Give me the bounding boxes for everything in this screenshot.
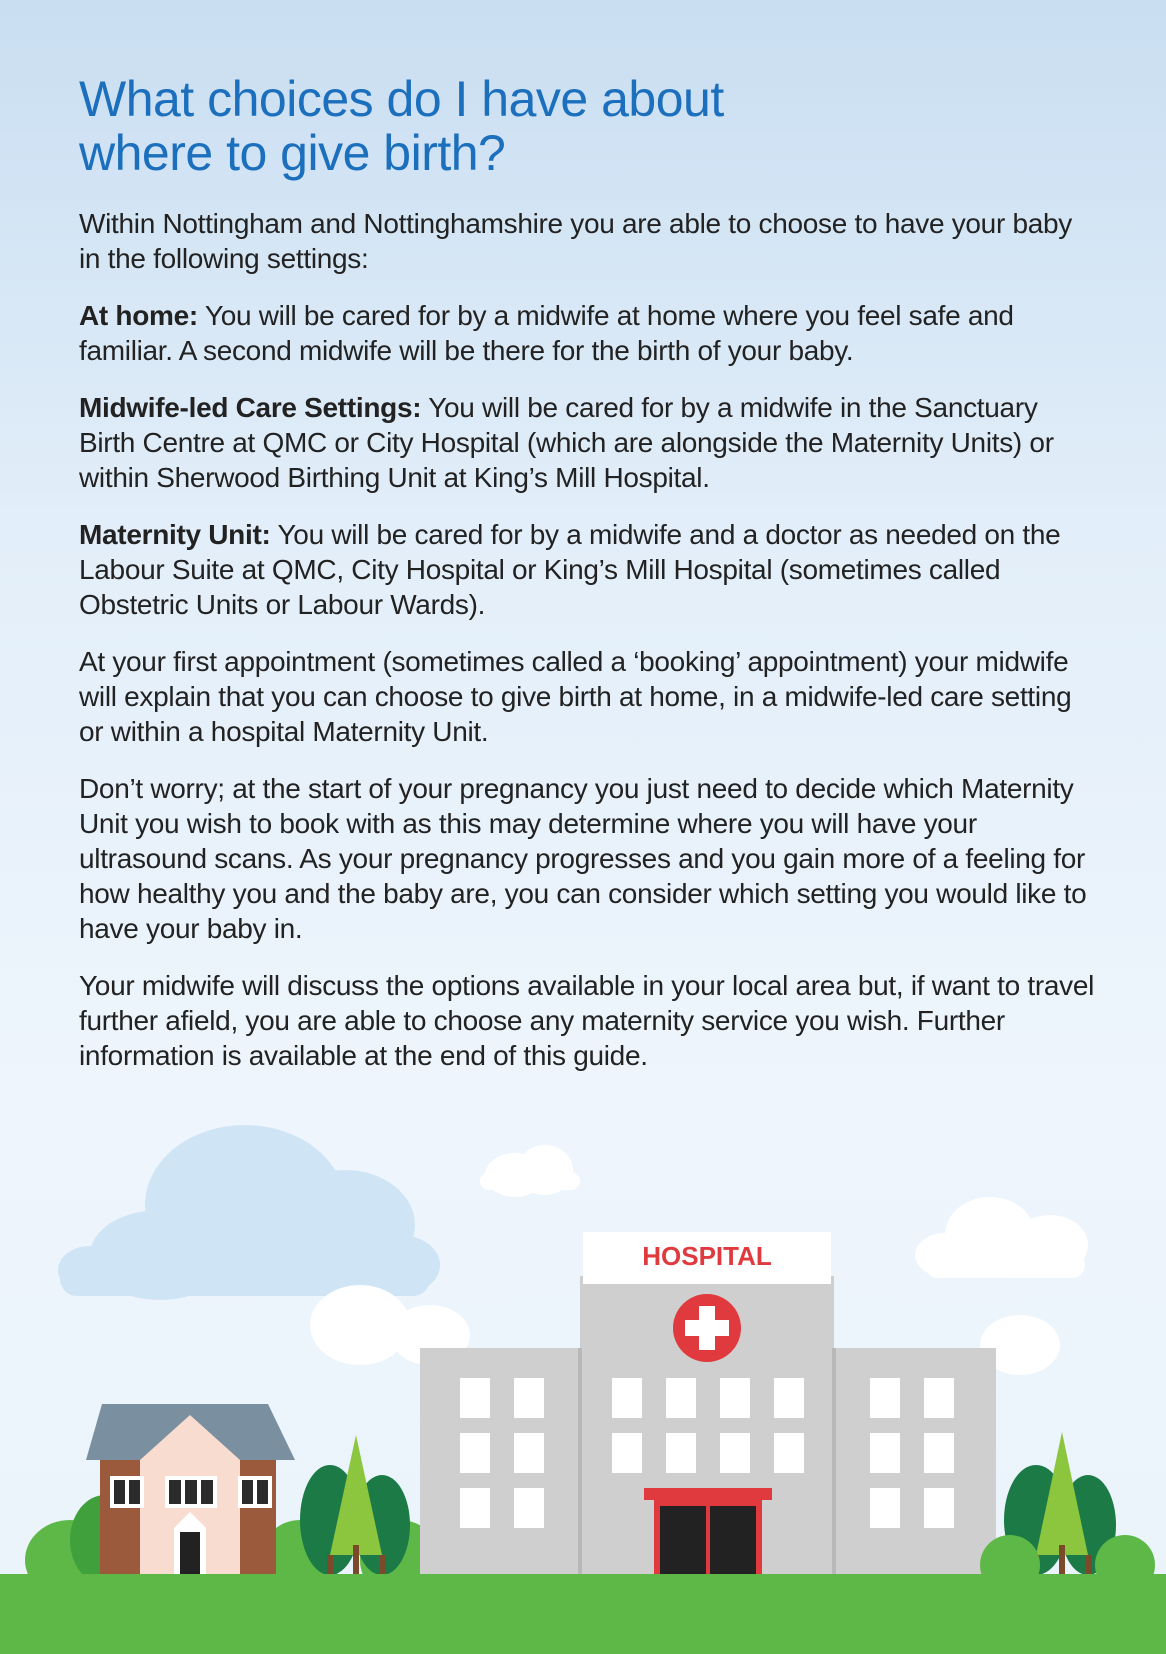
setting-home-text: You will be cared for by a midwife at home where you feel safe and familiar. A second midwife will be there for the birth of your baby. (79, 300, 1014, 366)
cloud-small-top (480, 1145, 580, 1197)
paragraph-dont-worry: Don’t worry; at the start of your pregnancy you just need to decide which Maternity Unit you wish to book with as this may determine where you will have your ultrasound scans. As your pregnancy progresses and you gain more of a feeling for how healthy you and the baby are, you can consider which setting you would like to have your baby in. (79, 773, 1087, 944)
setting-midwife-led-text: You will be cared for by a midwife in the Sanctuary Birth Centre at QMC or City Hospital (which are alongside the Maternity Units) or within Sherwood Birthing Unit at King’s Mill Hospital. (79, 392, 1054, 493)
hospital-building (420, 1232, 996, 1580)
setting-maternity-unit-label: Maternity Unit: (79, 519, 271, 550)
hospital-sign: HOSPITAL (642, 1241, 772, 1271)
intro-paragraph: Within Nottingham and Nottinghamshire you are able to choose to have your baby in the following settings: (79, 208, 1072, 274)
house-window-right (238, 1476, 272, 1508)
tree-group-left (300, 1435, 410, 1580)
setting-home-label: At home: (79, 300, 198, 331)
paragraph-first-appointment: At your first appointment (sometimes called a ‘booking’ appointment) your midwife will explain that you can choose to give birth at home, in a midwife-led care setting or within a hospital Maternity Unit. (79, 646, 1072, 747)
cloud-right (915, 1197, 1088, 1278)
house-window-center (165, 1476, 217, 1508)
hospital-entrance-door (644, 1488, 772, 1580)
house (86, 1404, 295, 1576)
page-title-line-2: where to give birth? (79, 125, 506, 181)
page-title-line-1: What choices do I have about (79, 71, 724, 127)
red-cross-icon (673, 1294, 741, 1362)
paragraph-local-area: Your midwife will discuss the options available in your local area but, if want to travel further afield, you are able to choose any maternity service you wish. Further information is available at the end of this guide. (79, 970, 1095, 1071)
setting-midwife-led-label: Midwife-led Care Settings: (79, 392, 422, 423)
setting-maternity-unit-text: You will be cared for by a midwife and a doctor as needed on the Labour Suite at QMC, City Hospital or King’s Mill Hospital (sometimes called Obstetric Units or Labour Wards). (79, 519, 1061, 620)
cloud-large-blue (58, 1125, 440, 1300)
grass-ground (0, 1574, 1166, 1654)
house-window-left (110, 1476, 144, 1508)
